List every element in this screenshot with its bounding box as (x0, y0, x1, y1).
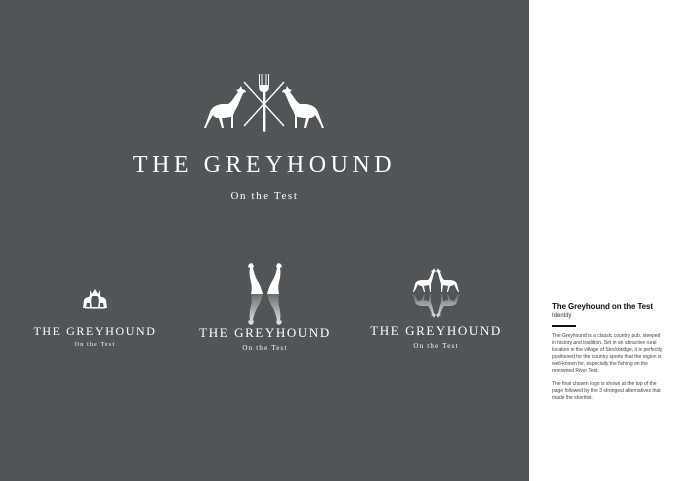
seated-greyhounds-reflection-icon (244, 263, 286, 325)
alternative-3-name: THE GREYHOUND (370, 323, 502, 338)
alternative-2-tagline: On the Test (242, 344, 288, 352)
panel-paragraph-1: The Greyhound is a classic country pub, steeped in history and tradition. Set in an attractive rural location in the village of Stockbridge, it is perfectly positioned for the country sports that the region is well-known for, especially the fishing on the renowned River Test. (552, 333, 663, 374)
description-panel (552, 302, 664, 408)
panel-title: The Greyhound on the Test (552, 302, 653, 311)
alternative-logo-1 (15, 0, 175, 481)
alternative-3-tagline: On the Test (413, 342, 459, 350)
panel-paragraph-2: The final chosen logo is shown at the top of the page followed by the 3 strongest alternatives that made the shortlist. (552, 381, 661, 401)
brand-tagline: On the Test (230, 190, 299, 202)
alternative-2-name: THE GREYHOUND (199, 325, 331, 340)
panel-subtitle: Identity (552, 313, 572, 319)
alternative-logo-3 (356, 0, 516, 481)
alternative-1-name: THE GREYHOUND (33, 324, 157, 338)
crowned-greyhounds-icon (82, 288, 108, 310)
standing-greyhounds-reflection-icon (412, 268, 460, 318)
alternative-1-tagline: On the Test (74, 342, 116, 348)
panel-divider (552, 325, 576, 327)
brand-name: THE GREYHOUND (132, 152, 397, 178)
alternative-logo-2 (185, 0, 345, 481)
panel-body (552, 333, 664, 402)
